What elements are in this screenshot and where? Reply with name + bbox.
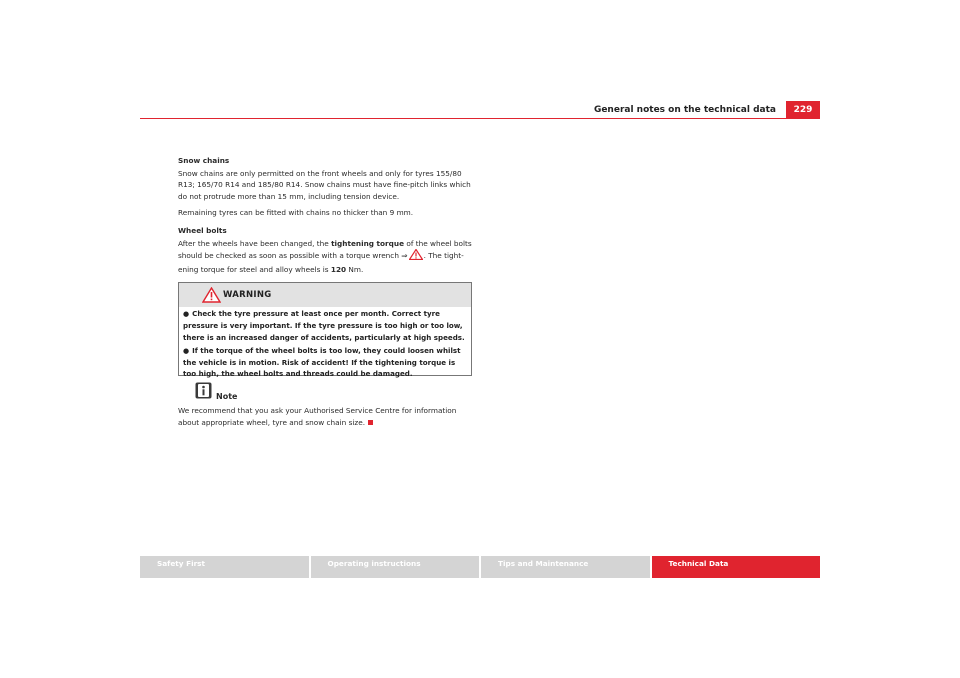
- wheel-bolts-paragraph: [178, 238, 474, 276]
- bullet-icon: ●: [183, 346, 190, 355]
- end-of-section-mark: [368, 420, 373, 425]
- warning-item: [183, 308, 467, 343]
- tab-operating-instructions[interactable]: Operating instructions: [311, 556, 480, 578]
- snow-chains-para-1: Snow chains are only permitted on the front wheels and only for tyres 155/80 R13; 165/70 R14 and 185/80 R14. Snow chains must have fine-pitch links which do not protrude more than 15 mm, including tension device.: [178, 168, 471, 201]
- note-text: We recommend that you ask your Authorised Service Centre for information about appropriate wheel, tyre and snow chain size.: [178, 406, 457, 427]
- page-number: 229: [786, 101, 820, 118]
- warning-triangle-icon[interactable]: [409, 249, 423, 264]
- warning-body: [179, 307, 471, 380]
- tab-technical-data[interactable]: Technical Data: [652, 556, 821, 578]
- warning-title: WARNING: [223, 290, 272, 300]
- snow-chains-heading: Snow chains: [178, 156, 230, 165]
- wheel-bolts-section: [178, 225, 474, 275]
- warning-triangle-icon: [202, 287, 221, 307]
- note-section: [178, 405, 474, 428]
- header-rule: [140, 118, 820, 119]
- tightening-torque-term: tightening torque: [331, 238, 405, 248]
- footer-tab-bar: [140, 556, 820, 578]
- bullet-icon: ●: [183, 310, 190, 318]
- wheel-bolts-heading: Wheel bolts: [178, 226, 227, 235]
- page-header-title: General notes on the technical data: [593, 105, 776, 115]
- torque-unit: Nm.: [346, 264, 364, 274]
- tab-safety-first[interactable]: Safety First: [140, 556, 309, 578]
- note-title: Note: [216, 392, 238, 401]
- warning-box: [178, 282, 472, 379]
- wheel-bolts-text-2: of the wheel bolts should be checked as soon as possible with a torque wrench: [178, 238, 472, 261]
- torque-value: 120: [330, 264, 347, 274]
- cross-reference-arrow: ⇒: [401, 251, 408, 261]
- wheel-bolts-text-3: . The tightening torque for steel and alloy wheels is: [178, 251, 464, 274]
- warning-item: [183, 345, 467, 380]
- tab-tips-and-maintenance[interactable]: Tips and Maintenance: [481, 556, 650, 578]
- warning-item-text: Check the tyre pressure at least once per month. Correct tyre pressure is very important. If the tyre pressure is too high or too low, there is an increased danger of accidents, particularly at high speeds.: [183, 309, 465, 342]
- snow-chains-para-2: Remaining tyres can be fitted with chains no thicker than 9 mm.: [178, 208, 414, 218]
- snow-chains-section: [178, 155, 474, 219]
- note-paragraph: [178, 405, 474, 428]
- warning-header: [179, 283, 471, 307]
- note-info-icon: [195, 382, 212, 403]
- wheel-bolts-text-1: After the wheels have been changed, the: [178, 238, 332, 248]
- warning-item-text: If the torque of the wheel bolts is too low, they could loosen whilst the vehicle is in motion. Risk of accident! If the tightening torque is too high, the wheel bolts and threads could be damaged.: [183, 345, 461, 379]
